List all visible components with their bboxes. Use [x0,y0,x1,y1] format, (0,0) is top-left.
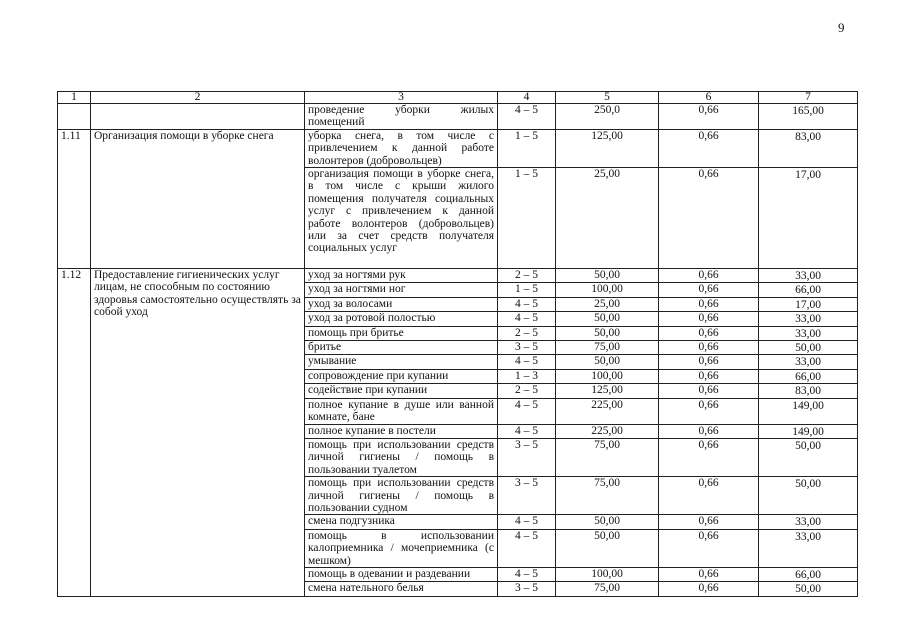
tariff-cell [759,129,858,167]
tariff-value: 33,00 [795,313,821,326]
service-name-cell: Организация помощи в уборке снега [91,129,305,268]
group-range-cell: 4 – 5 [498,312,556,326]
group-range-cell: 4 – 5 [498,104,556,130]
tariff-value: 83,00 [795,130,821,143]
cost-cell: 50,00 [556,529,659,567]
cost-cell: 100,00 [556,567,659,581]
tariff-cell [759,567,858,581]
group-range-cell: 4 – 5 [498,529,556,567]
group-range-cell: 4 – 5 [498,297,556,311]
column-number-row [58,92,858,104]
tariff-value: 33,00 [795,530,821,543]
group-range-cell: 4 – 5 [498,424,556,438]
cost-cell: 75,00 [556,477,659,515]
tariff-cell [759,384,858,398]
cost-cell: 25,00 [556,297,659,311]
column-header: 3 [305,92,498,104]
service-action-cell: помощь при использовании средств личной гигиены / помощь в пользовании судном [305,477,498,515]
cost-cell: 250,0 [556,104,659,130]
service-action-cell: помощь при использовании средств личной гигиены / помощь в пользовании туалетом [305,438,498,476]
tariff-cell [759,341,858,355]
service-action-cell: смена подгузника [305,515,498,529]
group-range-cell: 2 – 5 [498,269,556,283]
group-range-cell: 2 – 5 [498,384,556,398]
tariff-value: 17,00 [795,169,821,182]
coefficient-cell: 0,66 [659,129,759,167]
coefficient-cell: 0,66 [659,424,759,438]
tariff-value: 165,00 [792,105,824,117]
coefficient-cell: 0,66 [659,297,759,311]
tariff-value: 50,00 [795,342,821,355]
coefficient-cell: 0,66 [659,384,759,398]
cost-cell: 75,00 [556,582,659,596]
services-tariff-table [57,91,858,597]
service-action-cell: содействие при купании [305,384,498,398]
tariff-value: 50,00 [795,478,821,491]
group-range-cell: 4 – 5 [498,567,556,581]
service-action-cell: уборка снега, в том числе с привлечением к данной работе волонтеров (добровольцев) [305,129,498,167]
tariff-value: 33,00 [795,327,821,340]
group-range-cell: 4 – 5 [498,515,556,529]
group-range-cell: 1 – 5 [498,168,556,269]
service-name-cell: Предоставление гигиенических услуг лицам, не способным по состоянию здоровья самостоятельно осуществлять за собой уход [91,269,305,597]
service-action-cell: уход за ротовой полостью [305,312,498,326]
group-range-cell: 4 – 5 [498,355,556,369]
tariff-value: 33,00 [795,356,821,369]
tariff-value: 66,00 [795,284,821,297]
service-name-cell [91,104,305,130]
column-header: 5 [556,92,659,104]
tariff-cell [759,438,858,476]
coefficient-cell: 0,66 [659,515,759,529]
group-range-cell: 1 – 5 [498,283,556,297]
tariff-value: 50,00 [795,439,821,452]
tariff-value: 17,00 [795,298,821,311]
tariff-cell [759,424,858,438]
tariff-cell [759,104,858,130]
coefficient-cell: 0,66 [659,341,759,355]
tariff-cell [759,326,858,340]
group-range-cell: 2 – 5 [498,326,556,340]
tariff-value: 149,00 [792,399,824,412]
cost-cell: 225,00 [556,424,659,438]
group-range-cell: 1 – 5 [498,129,556,167]
table-row [58,104,858,130]
tariff-cell [759,269,858,283]
coefficient-cell: 0,66 [659,369,759,383]
cost-cell: 25,00 [556,168,659,269]
cost-cell: 75,00 [556,438,659,476]
coefficient-cell: 0,66 [659,104,759,130]
column-header: 2 [91,92,305,104]
coefficient-cell: 0,66 [659,582,759,596]
cost-cell: 225,00 [556,398,659,424]
coefficient-cell: 0,66 [659,326,759,340]
coefficient-cell: 0,66 [659,168,759,269]
cost-cell: 50,00 [556,312,659,326]
service-action-cell: уход за волосами [305,297,498,311]
table-row [58,269,858,283]
service-action-cell: помощь в одевании и раздевании [305,567,498,581]
coefficient-cell: 0,66 [659,529,759,567]
tariff-value: 149,00 [792,425,824,438]
tariff-cell [759,369,858,383]
tariff-value: 33,00 [795,516,821,529]
service-action-cell: помощь в использовании калоприемника / мочеприемника (с мешком) [305,529,498,567]
service-action-cell: организация помощи в уборке снега, в том числе с крыши жилого помещения получателя социальных услуг с привлечением к данной работе волонтеров (добровольцев) или за счет средств получателя социальных услуг [305,168,498,269]
column-header: 6 [659,92,759,104]
service-action-cell: уход за ногтями рук [305,269,498,283]
cost-cell: 125,00 [556,384,659,398]
coefficient-cell: 0,66 [659,283,759,297]
coefficient-cell: 0,66 [659,269,759,283]
group-range-cell: 4 – 5 [498,398,556,424]
page-number: 9 [838,20,845,35]
service-action-cell: полное купание в душе или ванной комнате, бане [305,398,498,424]
cost-cell: 50,00 [556,515,659,529]
column-header: 4 [498,92,556,104]
service-action-cell: проведение уборки жилых помещений [305,104,498,130]
service-action-cell: полное купание в постели [305,424,498,438]
item-number-cell [58,104,91,130]
tariff-cell [759,168,858,269]
item-number-cell: 1.12 [58,269,91,597]
tariff-value: 50,00 [795,583,821,596]
coefficient-cell: 0,66 [659,438,759,476]
table-row [58,129,858,167]
coefficient-cell: 0,66 [659,477,759,515]
tariff-cell [759,582,858,596]
cost-cell: 50,00 [556,326,659,340]
group-range-cell: 3 – 5 [498,438,556,476]
tariff-cell [759,477,858,515]
tariff-value: 66,00 [795,568,821,581]
coefficient-cell: 0,66 [659,355,759,369]
column-header: 7 [759,92,858,104]
item-number-cell: 1.11 [58,129,91,268]
cost-cell: 125,00 [556,129,659,167]
service-action-cell: сопровождение при купании [305,369,498,383]
tariff-cell [759,312,858,326]
cost-cell: 100,00 [556,283,659,297]
coefficient-cell: 0,66 [659,567,759,581]
service-action-cell: уход за ногтями ног [305,283,498,297]
service-action-cell: помощь при бритье [305,326,498,340]
tariff-cell [759,398,858,424]
group-range-cell: 1 – 3 [498,369,556,383]
cost-cell: 100,00 [556,369,659,383]
service-action-cell: умывание [305,355,498,369]
cost-cell: 75,00 [556,341,659,355]
cost-cell: 50,00 [556,355,659,369]
service-action-cell: бритье [305,341,498,355]
coefficient-cell: 0,66 [659,312,759,326]
tariff-cell [759,529,858,567]
tariff-value: 66,00 [795,370,821,383]
group-range-cell: 3 – 5 [498,582,556,596]
group-range-cell: 3 – 5 [498,477,556,515]
tariff-value: 83,00 [795,385,821,398]
column-header: 1 [58,92,91,104]
group-range-cell: 3 – 5 [498,341,556,355]
service-action-cell: смена нательного белья [305,582,498,596]
coefficient-cell: 0,66 [659,398,759,424]
tariff-value: 33,00 [795,270,821,283]
tariff-cell [759,297,858,311]
tariff-cell [759,355,858,369]
tariff-cell [759,515,858,529]
tariff-cell [759,283,858,297]
cost-cell: 50,00 [556,269,659,283]
